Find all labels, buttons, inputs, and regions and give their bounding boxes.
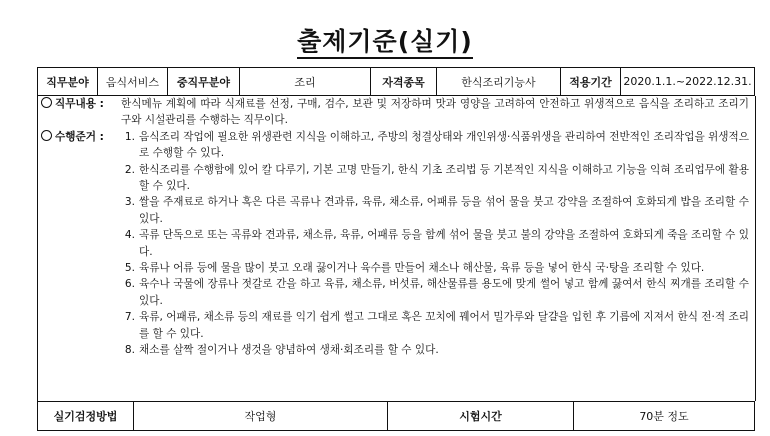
list-item: 5. 육류나 어류 등에 물을 많이 붓고 오래 끓이거나 육수를 만들어 채소나 해산물, 육류 등을 넣어 한식 국·탕을 조리할 수 있다.: [124, 262, 705, 275]
duty-text: 한식메뉴 계획에 따라 식재료를 선정, 구매, 검수, 보관 및 저장하며 맛과 영양을 고려하여 안전하고 위생적으로 음식을 조리하고 조리기구와 시설관리를 수행하는 직무이다.: [121, 98, 749, 127]
job-info-table: [37, 67, 755, 96]
list-item: 1. 음식조리 작업에 필요한 위생관련 지식을 이해하고, 주방의 청결상태와 개인위생·식품위생을 관리하여 전반적인 조리작업을 위생적으로 수행할 수 있다.: [124, 130, 749, 160]
job-info-row: [38, 68, 755, 96]
page-title: 출제기준(실기): [0, 22, 770, 58]
period-value: 2020.1.1.~2022.12.31.: [621, 68, 755, 96]
job-field-label: 직무분야: [38, 68, 98, 96]
exam-info-table: [37, 401, 755, 431]
criteria-section: [38, 129, 755, 359]
circle-bullet-icon: [41, 97, 52, 108]
list-item: 6. 육수나 국물에 장류나 젓갈로 간을 하고 육류, 채소류, 버섯류, 해산물류를 용도에 맞게 썰어 넣고 함께 끓여서 한식 찌개를 조리할 수 있다.: [124, 278, 749, 307]
list-item: 7. 육류, 어패류, 채소류 등의 재료를 익기 쉽게 썰고 그대로 혹은 꼬치에 꿰어서 밀가루와 달걀을 입힌 후 기름에 지져서 한식 전·적 조리를 할 수 있다.: [124, 311, 749, 340]
exam-method-label: 실기검정방법: [38, 402, 134, 431]
certification-value: 한식조리기능사: [437, 68, 561, 96]
criteria-list: [121, 129, 755, 359]
exam-time-value: 70분 정도: [574, 402, 755, 431]
duty-section: [38, 96, 755, 129]
exam-method-value: 작업형: [134, 402, 388, 431]
period-label: 적용기간: [561, 68, 621, 96]
exam-time-label: 시험시간: [388, 402, 574, 431]
list-item: 2. 한식조리를 수행함에 있어 칼 다루기, 기본 고명 만들기, 한식 기초 조리법 등 기본적인 지식을 이해하고 기능을 익혀 조리업무에 활용할 수 있다.: [124, 163, 749, 193]
exam-info-row: [38, 402, 755, 431]
circle-bullet-icon: [41, 130, 52, 141]
duty-heading: 직무내용 :: [41, 96, 121, 129]
list-item: 4. 곡류 단독으로 또는 곡류와 견과류, 채소류, 육류, 어패류 등을 함께 섞어 물을 붓고 불의 강약을 조절하여 호화되게 죽을 조리할 수 있다.: [124, 229, 749, 258]
certification-label: 자격종목: [371, 68, 437, 96]
job-subfield-value: 조리: [240, 68, 371, 96]
job-subfield-label: 중직무분야: [168, 68, 240, 96]
criteria-heading: 수행준거 :: [41, 129, 121, 359]
job-field-value: 음식서비스: [98, 68, 168, 96]
list-item: 3. 쌀을 주재료로 하거나 혹은 다른 곡류나 견과류, 육류, 채소류, 어패류 등을 섞어 물을 붓고 강약을 조절하여 호화되게 밥을 조리할 수 있다.: [124, 196, 749, 225]
content-body: [37, 96, 756, 401]
list-item: 8. 채소를 살짝 절이거나 생것을 양념하여 생채·회조리를 할 수 있다.: [124, 344, 439, 357]
